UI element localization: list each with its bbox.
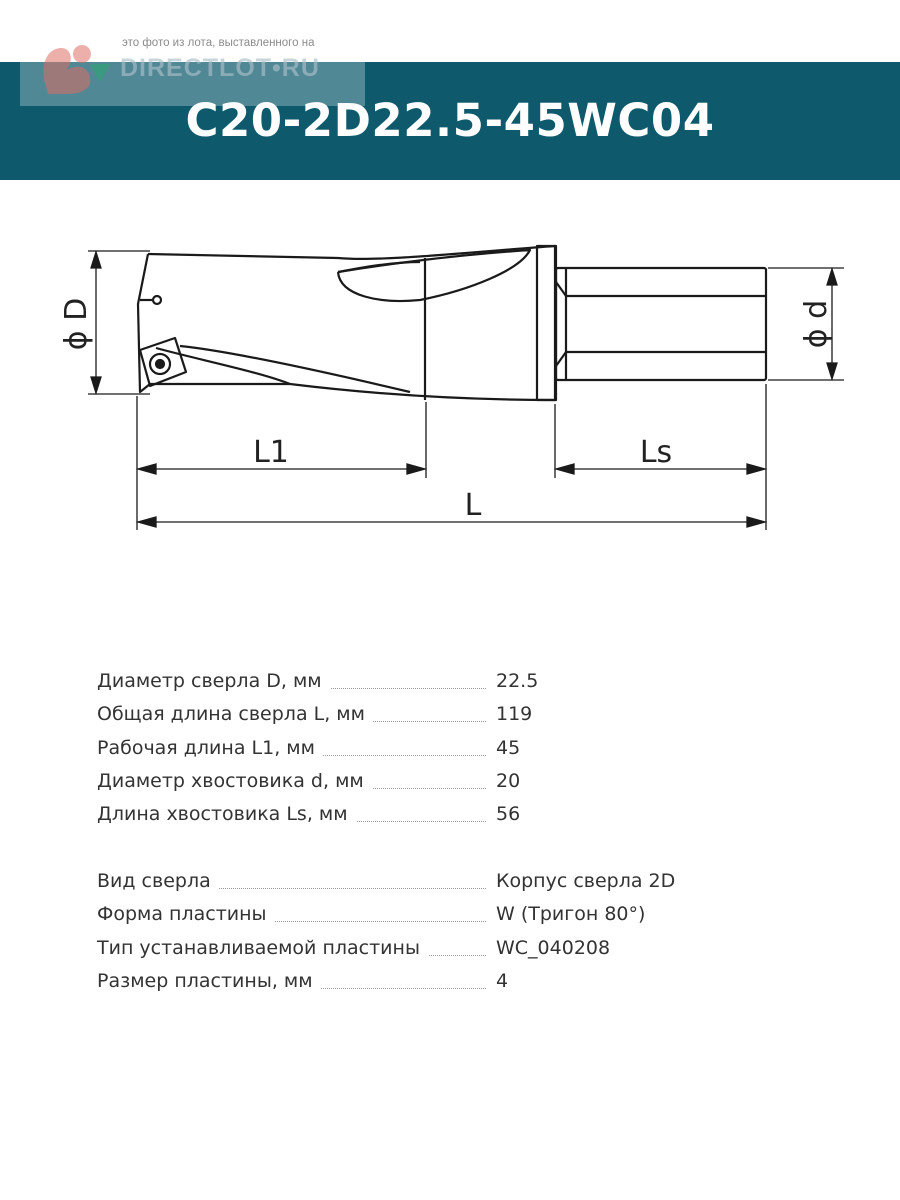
shank xyxy=(556,268,766,380)
label-diameter-d: ϕ d xyxy=(799,299,834,349)
spec-table-type xyxy=(97,870,817,1003)
spec-row xyxy=(97,870,817,903)
spec-value: WC_040208 xyxy=(496,936,611,959)
spec-value: 22.5 xyxy=(496,670,539,692)
spec-label: Тип устанавливаемой пластины xyxy=(97,937,428,959)
spec-label: Общая длина сверла L, мм xyxy=(97,703,373,725)
spec-row xyxy=(97,803,817,836)
label-L: L xyxy=(464,488,482,523)
spec-row xyxy=(97,703,817,736)
drill-tip xyxy=(138,254,150,392)
label-diameter-D: ϕ D xyxy=(59,297,94,351)
spec-label: Длина хвостовика Ls, мм xyxy=(97,803,356,825)
spec-value: 45 xyxy=(496,736,521,759)
spec-row xyxy=(97,970,817,1003)
spec-value: 119 xyxy=(496,703,533,726)
spec-table-dimensions xyxy=(97,670,817,836)
flange xyxy=(537,246,556,400)
spec-label: Форма пластины xyxy=(97,903,275,925)
spec-value: Корпус сверла 2D xyxy=(496,870,676,892)
squirrel-logo-icon xyxy=(38,40,113,96)
spec-label: Диаметр сверла D, мм xyxy=(97,670,330,692)
spec-value: W (Тригон 80°) xyxy=(496,903,646,926)
spec-row xyxy=(97,937,817,970)
label-L1: L1 xyxy=(253,435,289,470)
spec-row xyxy=(97,903,817,936)
spec-row xyxy=(97,770,817,803)
spec-row xyxy=(97,670,817,703)
spec-value: 20 xyxy=(496,769,521,792)
spec-label: Размер пластины, мм xyxy=(97,970,321,992)
page-title: C20-2D22.5-45WC04 xyxy=(185,94,715,147)
label-Ls: Ls xyxy=(639,435,673,470)
watermark-brand: DIRECTLOT•RU xyxy=(120,54,320,82)
flute-upper xyxy=(338,250,530,301)
spec-row xyxy=(97,737,817,770)
spec-value: 56 xyxy=(496,803,521,826)
watermark-caption: это фото из лота, выставленного на xyxy=(122,37,315,49)
spec-label: Вид сверла xyxy=(97,870,219,892)
drill-drawing xyxy=(0,230,900,550)
spec-value: 4 xyxy=(496,969,509,992)
spec-label: Рабочая длина L1, мм xyxy=(97,737,323,759)
spec-label: Диаметр хвостовика d, мм xyxy=(97,770,372,792)
